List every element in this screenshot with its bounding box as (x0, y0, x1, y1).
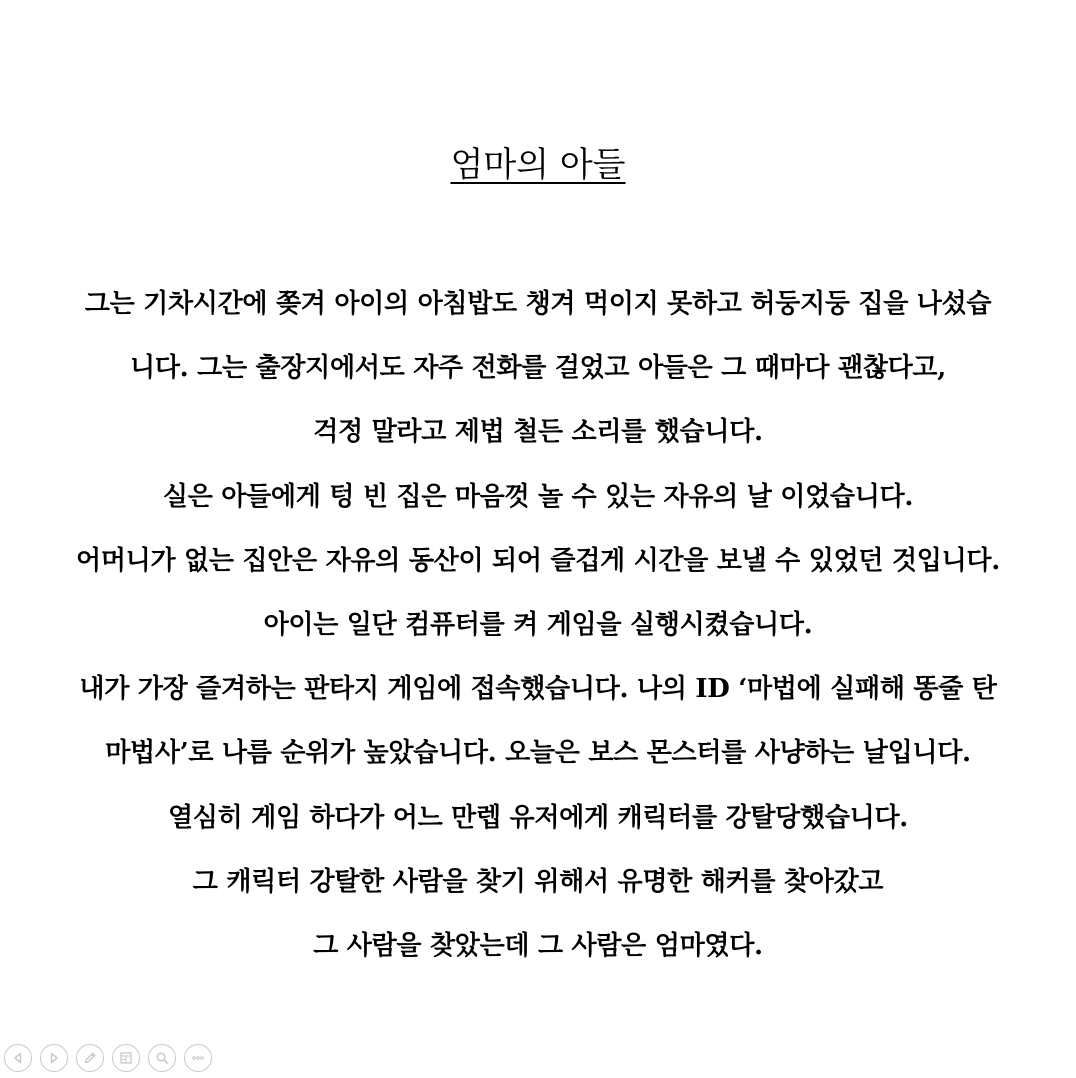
more-options-button[interactable] (184, 1044, 212, 1072)
body-line: 걱정 말라고 제법 철든 소리를 했습니다. (313, 417, 763, 448)
body-line: 열심히 게임 하다가 어느 만렙 유저에게 캐릭터를 강탈당했습니다. (167, 802, 909, 833)
more-options-icon (190, 1050, 206, 1066)
next-slide-button[interactable] (40, 1044, 68, 1072)
body-line: 그는 기차시간에 쫒겨 아이의 아침밥도 챙겨 먹이지 못하고 허둥지둥 집을 나섰습 (84, 289, 992, 319)
body-line: 그 캐릭터 강탈한 사람을 찾기 위해서 유명한 해커를 찾아갔고 (192, 866, 884, 897)
slide-body (20, 280, 1056, 986)
body-line: 어머니가 없는 집안은 자유의 동산이 되어 즐겁게 시간을 보낼 수 있었던 것입니다. (76, 545, 1000, 576)
next-slide-icon (46, 1050, 62, 1066)
body-line: 니다. 그는 출장지에서도 자주 전화를 걸었고 아들은 그 때마다 괜찮다고, (130, 353, 946, 384)
slides-grid-icon (118, 1050, 134, 1066)
zoom-button[interactable] (148, 1044, 176, 1072)
slide-title-text: 엄마의 아들 (450, 145, 626, 185)
body-line: 아이는 일단 컴퓨터를 켜 게임을 실행시켰습니다. (263, 609, 813, 640)
slides-grid-button[interactable] (112, 1044, 140, 1072)
slideshow-controls (4, 1044, 212, 1072)
body-line: 그 사람을 찾았는데 그 사람은 엄마였다. (313, 930, 763, 961)
slide-title (0, 140, 1076, 190)
body-line: 실은 아들에게 텅 빈 집은 마음껏 놀 수 있는 자유의 날 이었습니다. (162, 481, 914, 512)
zoom-icon (154, 1050, 170, 1066)
pen-button[interactable] (76, 1044, 104, 1072)
previous-slide-button[interactable] (4, 1044, 32, 1072)
previous-slide-icon (10, 1050, 26, 1066)
pen-icon (82, 1050, 98, 1066)
body-line: 내가 가장 즐겨하는 판타지 게임에 접속했습니다. 나의 ID ‘마법에 실패해 똥줄 탄 (79, 674, 997, 705)
body-line: 마법사’로 나름 순위가 높았습니다. 오늘은 보스 몬스터를 사냥하는 날입니다. (105, 738, 971, 769)
